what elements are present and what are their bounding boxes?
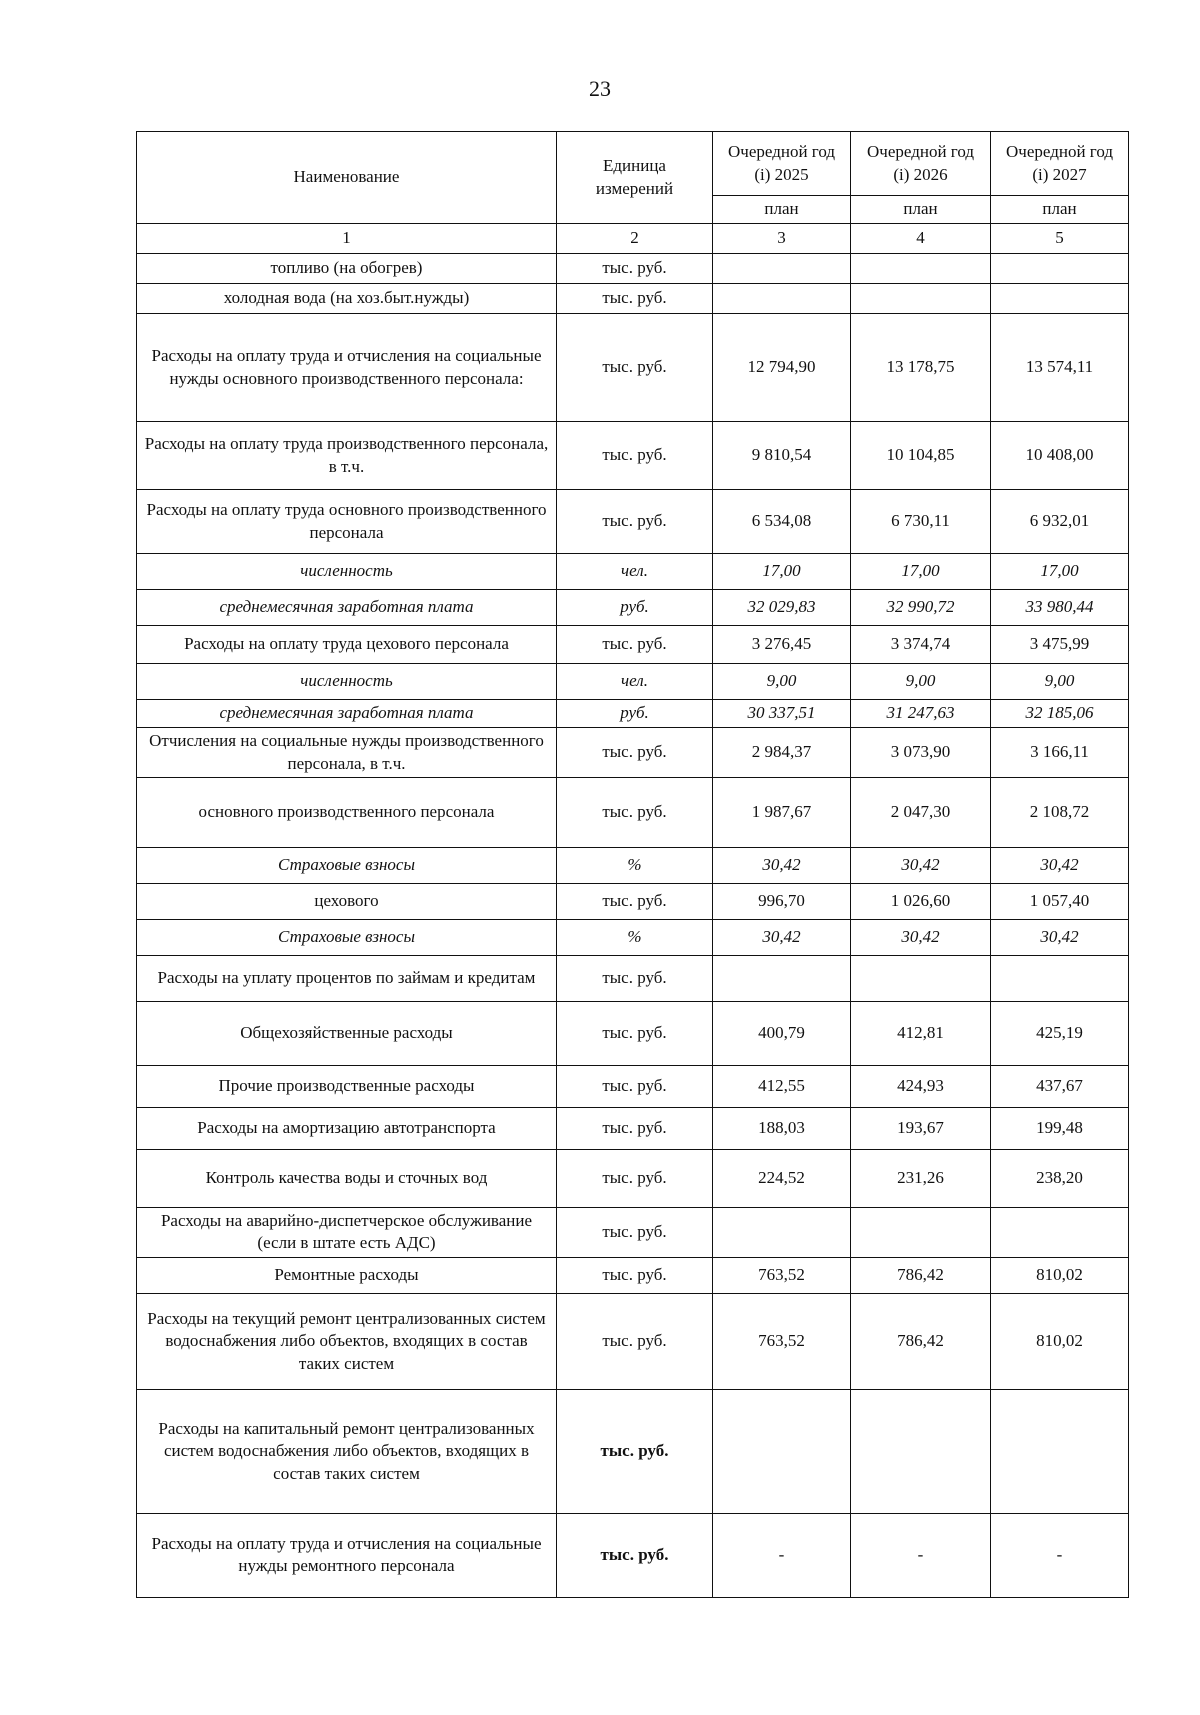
cell-v2027: 3 475,99: [991, 626, 1129, 664]
table-row: [137, 1257, 1129, 1293]
cell-v2027: -: [991, 1513, 1129, 1597]
cell-v2026: 3 374,74: [851, 626, 991, 664]
cell-v2025: 1 987,67: [713, 778, 851, 848]
cell-v2027: [991, 1389, 1129, 1513]
cell-name: численность: [137, 664, 557, 700]
cell-v2025: 17,00: [713, 554, 851, 590]
tariff-table: [136, 131, 1129, 1598]
cell-v2025: 30,42: [713, 848, 851, 884]
cell-v2026: 6 730,11: [851, 490, 991, 554]
table-row: [137, 284, 1129, 314]
cell-v2027: 238,20: [991, 1150, 1129, 1208]
cell-name: Расходы на аварийно-диспетчерское обслуживание (если в штате есть АДС): [137, 1208, 557, 1258]
table-row: [137, 1066, 1129, 1108]
cell-unit: тыс. руб.: [557, 884, 713, 920]
cell-v2026: [851, 1389, 991, 1513]
header-plan-2025: план: [713, 196, 851, 224]
table-row: [137, 956, 1129, 1002]
table-row: [137, 1108, 1129, 1150]
header-unit: Единица измерений: [557, 132, 713, 224]
cell-v2027: 810,02: [991, 1293, 1129, 1389]
col-number-4: 4: [851, 224, 991, 254]
cell-unit: тыс. руб.: [557, 778, 713, 848]
cell-v2025: [713, 1208, 851, 1258]
table-row: [137, 700, 1129, 728]
cell-unit: руб.: [557, 700, 713, 728]
cell-unit: тыс. руб.: [557, 490, 713, 554]
table-row: [137, 1002, 1129, 1066]
cell-unit: тыс. руб.: [557, 1108, 713, 1150]
cell-unit: тыс. руб.: [557, 626, 713, 664]
cell-v2027: 13 574,11: [991, 314, 1129, 422]
cell-name: Расходы на оплату труда основного производственного персонала: [137, 490, 557, 554]
table-row: [137, 1389, 1129, 1513]
cell-v2025: 188,03: [713, 1108, 851, 1150]
cell-v2025: 2 984,37: [713, 728, 851, 778]
cell-v2025: 9 810,54: [713, 422, 851, 490]
cell-v2025: 412,55: [713, 1066, 851, 1108]
cell-v2027: 437,67: [991, 1066, 1129, 1108]
cell-unit: тыс. руб.: [557, 1257, 713, 1293]
table-row: [137, 554, 1129, 590]
cell-v2027: [991, 254, 1129, 284]
cell-unit: руб.: [557, 590, 713, 626]
header-year-2025: Очередной год (i) 2025: [713, 132, 851, 196]
cell-v2025: 12 794,90: [713, 314, 851, 422]
cell-name: Отчисления на социальные нужды производственного персонала, в т.ч.: [137, 728, 557, 778]
cell-name: Расходы на оплату труда цехового персонала: [137, 626, 557, 664]
cell-name: Расходы на оплату труда производственного персонала, в т.ч.: [137, 422, 557, 490]
table-row: [137, 1208, 1129, 1258]
cell-unit: тыс. руб.: [557, 1150, 713, 1208]
table-row: [137, 728, 1129, 778]
cell-name: Прочие производственные расходы: [137, 1066, 557, 1108]
cell-unit: тыс. руб.: [557, 1066, 713, 1108]
table-body: [137, 254, 1129, 1598]
cell-unit: тыс. руб.: [557, 314, 713, 422]
cell-v2026: 786,42: [851, 1257, 991, 1293]
cell-v2025: 30,42: [713, 920, 851, 956]
table-row: [137, 920, 1129, 956]
cell-v2027: [991, 284, 1129, 314]
cell-unit: тыс. руб.: [557, 254, 713, 284]
cell-v2026: 10 104,85: [851, 422, 991, 490]
cell-name: среднемесячная заработная плата: [137, 590, 557, 626]
cell-v2025: -: [713, 1513, 851, 1597]
cell-name: Контроль качества воды и сточных вод: [137, 1150, 557, 1208]
cell-v2025: [713, 284, 851, 314]
cell-name: Расходы на капитальный ремонт централизованных систем водоснабжения либо объектов, входящих в состав таких систем: [137, 1389, 557, 1513]
cell-name: холодная вода (на хоз.быт.нужды): [137, 284, 557, 314]
cell-v2027: 10 408,00: [991, 422, 1129, 490]
cell-name: Общехозяйственные расходы: [137, 1002, 557, 1066]
cell-v2027: 810,02: [991, 1257, 1129, 1293]
cell-name: численность: [137, 554, 557, 590]
cell-v2026: 32 990,72: [851, 590, 991, 626]
cell-name: Расходы на оплату труда и отчисления на социальные нужды ремонтного персонала: [137, 1513, 557, 1597]
cell-v2026: 1 026,60: [851, 884, 991, 920]
cell-unit: тыс. руб.: [557, 1293, 713, 1389]
cell-v2025: [713, 956, 851, 1002]
cell-unit: тыс. руб.: [557, 422, 713, 490]
cell-v2026: 2 047,30: [851, 778, 991, 848]
cell-v2026: [851, 284, 991, 314]
page-number: 23: [589, 76, 611, 101]
cell-v2026: 31 247,63: [851, 700, 991, 728]
col-number-1: 1: [137, 224, 557, 254]
cell-v2027: 2 108,72: [991, 778, 1129, 848]
cell-v2026: [851, 1208, 991, 1258]
cell-v2027: 30,42: [991, 848, 1129, 884]
table-row: [137, 778, 1129, 848]
cell-unit: тыс. руб.: [557, 1002, 713, 1066]
cell-v2025: 9,00: [713, 664, 851, 700]
table-row: [137, 1150, 1129, 1208]
cell-v2027: [991, 1208, 1129, 1258]
cell-v2027: 33 980,44: [991, 590, 1129, 626]
cell-v2026: 231,26: [851, 1150, 991, 1208]
header-plan-2026: план: [851, 196, 991, 224]
cell-v2025: 32 029,83: [713, 590, 851, 626]
cell-v2026: 412,81: [851, 1002, 991, 1066]
header-year-2027: Очередной год (i) 2027: [991, 132, 1129, 196]
cell-v2025: 996,70: [713, 884, 851, 920]
cell-name: основного производственного персонала: [137, 778, 557, 848]
cell-v2027: 199,48: [991, 1108, 1129, 1150]
cell-unit: %: [557, 920, 713, 956]
table-row: [137, 590, 1129, 626]
cell-name: топливо (на обогрев): [137, 254, 557, 284]
cell-v2026: 424,93: [851, 1066, 991, 1108]
cell-unit: тыс. руб.: [557, 1389, 713, 1513]
cell-v2026: [851, 956, 991, 1002]
table-row: [137, 884, 1129, 920]
cell-name: Ремонтные расходы: [137, 1257, 557, 1293]
cell-unit: тыс. руб.: [557, 728, 713, 778]
cell-name: Расходы на оплату труда и отчисления на социальные нужды основного производственного персонала:: [137, 314, 557, 422]
cell-v2026: 13 178,75: [851, 314, 991, 422]
cell-v2027: 30,42: [991, 920, 1129, 956]
cell-v2027: 3 166,11: [991, 728, 1129, 778]
cell-unit: чел.: [557, 664, 713, 700]
cell-v2027: 6 932,01: [991, 490, 1129, 554]
cell-unit: тыс. руб.: [557, 956, 713, 1002]
cell-v2025: 400,79: [713, 1002, 851, 1066]
cell-unit: %: [557, 848, 713, 884]
cell-v2025: 763,52: [713, 1257, 851, 1293]
cell-v2026: 786,42: [851, 1293, 991, 1389]
cell-v2025: 6 534,08: [713, 490, 851, 554]
col-number-5: 5: [991, 224, 1129, 254]
cell-name: Расходы на амортизацию автотранспорта: [137, 1108, 557, 1150]
table-row: [137, 848, 1129, 884]
cell-v2026: 193,67: [851, 1108, 991, 1150]
table-row: [137, 1513, 1129, 1597]
cell-name: Расходы на уплату процентов по займам и кредитам: [137, 956, 557, 1002]
cell-name: Расходы на текущий ремонт централизованных систем водоснабжения либо объектов, входящих в состав таких систем: [137, 1293, 557, 1389]
cell-v2026: 17,00: [851, 554, 991, 590]
table-row: [137, 254, 1129, 284]
col-number-3: 3: [713, 224, 851, 254]
table-row: [137, 1293, 1129, 1389]
cell-v2025: 30 337,51: [713, 700, 851, 728]
table-row: [137, 664, 1129, 700]
cell-v2025: 3 276,45: [713, 626, 851, 664]
table-row: [137, 626, 1129, 664]
header-name: Наименование: [137, 132, 557, 224]
header-year-2026: Очередной год (i) 2026: [851, 132, 991, 196]
cell-v2027: 1 057,40: [991, 884, 1129, 920]
cell-v2026: 30,42: [851, 848, 991, 884]
cell-unit: чел.: [557, 554, 713, 590]
table-row: [137, 314, 1129, 422]
cell-v2027: [991, 956, 1129, 1002]
cell-v2026: 9,00: [851, 664, 991, 700]
cell-v2025: [713, 254, 851, 284]
cell-unit: тыс. руб.: [557, 284, 713, 314]
col-number-2: 2: [557, 224, 713, 254]
cell-v2026: -: [851, 1513, 991, 1597]
cell-name: цехового: [137, 884, 557, 920]
cell-name: Страховые взносы: [137, 848, 557, 884]
table-row: [137, 422, 1129, 490]
cell-v2027: 425,19: [991, 1002, 1129, 1066]
cell-v2025: 763,52: [713, 1293, 851, 1389]
cell-v2027: 17,00: [991, 554, 1129, 590]
cell-v2026: 30,42: [851, 920, 991, 956]
cell-v2027: 9,00: [991, 664, 1129, 700]
cell-v2025: [713, 1389, 851, 1513]
cell-v2025: 224,52: [713, 1150, 851, 1208]
header-plan-2027: план: [991, 196, 1129, 224]
cell-name: Страховые взносы: [137, 920, 557, 956]
cell-unit: тыс. руб.: [557, 1208, 713, 1258]
cell-unit: тыс. руб.: [557, 1513, 713, 1597]
cell-v2026: 3 073,90: [851, 728, 991, 778]
cell-v2027: 32 185,06: [991, 700, 1129, 728]
cell-name: среднемесячная заработная плата: [137, 700, 557, 728]
cell-v2026: [851, 254, 991, 284]
table-header: [137, 132, 1129, 254]
table-row: [137, 490, 1129, 554]
